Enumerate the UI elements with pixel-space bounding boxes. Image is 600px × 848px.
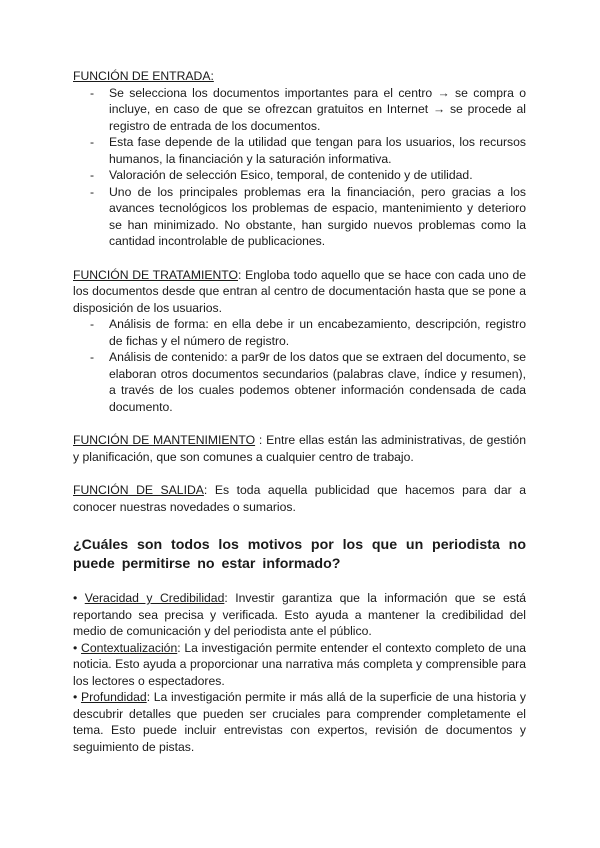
motivo-item [73, 590, 526, 640]
list-item: - Valoración de selección Esico, temporal, de contenido y de utilidad. [109, 167, 526, 184]
question-heading: ¿Cuáles son todos los motivos por los que un periodista no puede permitirse no estar informado? [73, 537, 526, 572]
motivo-item [73, 689, 526, 755]
paragraph-tratamiento [73, 267, 526, 317]
list-item: - Esta fase depende de la utilidad que tengan para los usuarios, los recursos humanos, la financiación y la saturación informativa. [109, 134, 526, 167]
paragraph-salida [73, 482, 526, 515]
section-motivos [73, 590, 526, 755]
motivo-text: : La investigación permite ir más allá de la superficie de una historia y descubrir detalles que pueden ser cruciales para comprender completamente el tema. Esto puede incluir entrevistas con expertos, revisión de documentos y seguimiento de pistas. [73, 690, 527, 754]
text-tratamiento: : Engloba todo aquello que se hace con cada uno de los documentos desde que entran al centro de documentación hasta que se pone a disposición de los usuarios. [73, 267, 527, 315]
bullet: • [73, 591, 85, 605]
section-salida [73, 482, 526, 515]
motivo-item [73, 640, 526, 690]
paragraph-mantenimiento [73, 432, 526, 465]
list-item: - Análisis de forma: en ella debe ir un encabezamiento, descripción, registro de fichas y el número de registro. [109, 316, 526, 349]
heading-entrada: FUNCIÓN DE ENTRADA: [73, 69, 214, 83]
heading-salida: FUNCIÓN DE SALIDA [73, 483, 204, 497]
heading-tratamiento: FUNCIÓN DE TRATAMIENTO [73, 267, 238, 282]
motivo-text: : Investir garantiza que la información que se está reportando sea precisa y verificada. Esto ayuda a mantener la credibilidad del medio de comunicación y del periodista ante el público. [73, 591, 527, 638]
section-tratamiento [73, 267, 526, 416]
bullet: • [73, 640, 82, 655]
list-tratamiento [73, 316, 526, 415]
list-entrada [73, 85, 526, 250]
list-item: - Uno de los principales problemas era la financiación, pero gracias a los avances tecnológicos los problemas de espacio, mantenimiento y deterioro se han minimizado. No obstante, han surgido nuevos problemas como la cantidad incontrolable de publicaciones. [109, 184, 526, 250]
heading-mantenimiento: FUNCIÓN DE MANTENIMIENTO [73, 433, 256, 447]
document-page [73, 68, 526, 755]
motivo-term: Contextualización [81, 640, 178, 655]
bullet: • [73, 690, 81, 704]
text-mantenimiento: : Entre ellas están las administrativas, de gestión y planificación, que son comunes a cualquier centro de trabajo. [73, 433, 526, 464]
list-item: - Se selecciona los documentos importantes para el centro → se compra o incluye, en caso de que se ofrezcan gratuitos en Internet → se procede al registro de entrada de los documentos. [109, 85, 526, 135]
motivo-term: Profundidad [80, 690, 147, 704]
section-entrada [73, 68, 526, 250]
section-mantenimiento [73, 432, 526, 465]
list-item: - Análisis de contenido: a par9r de los datos que se extraen del documento, se elaboran otros documentos secundarios (palabras clave, índice y resumen), a través de los cuales podemos obtener información condensada de cada documento. [109, 349, 526, 415]
text-salida: : Es toda aquella publicidad que hacemos para dar a conocer nuestras novedades o sumarios. [73, 483, 526, 514]
motivo-text: : La investigación permite entender el contexto completo de una noticia. Esto ayuda a proporcionar una narrativa más completa y comprensible para los lectores o espectadores. [73, 640, 526, 688]
motivo-term: Veracidad y Credibilidad [84, 591, 225, 605]
